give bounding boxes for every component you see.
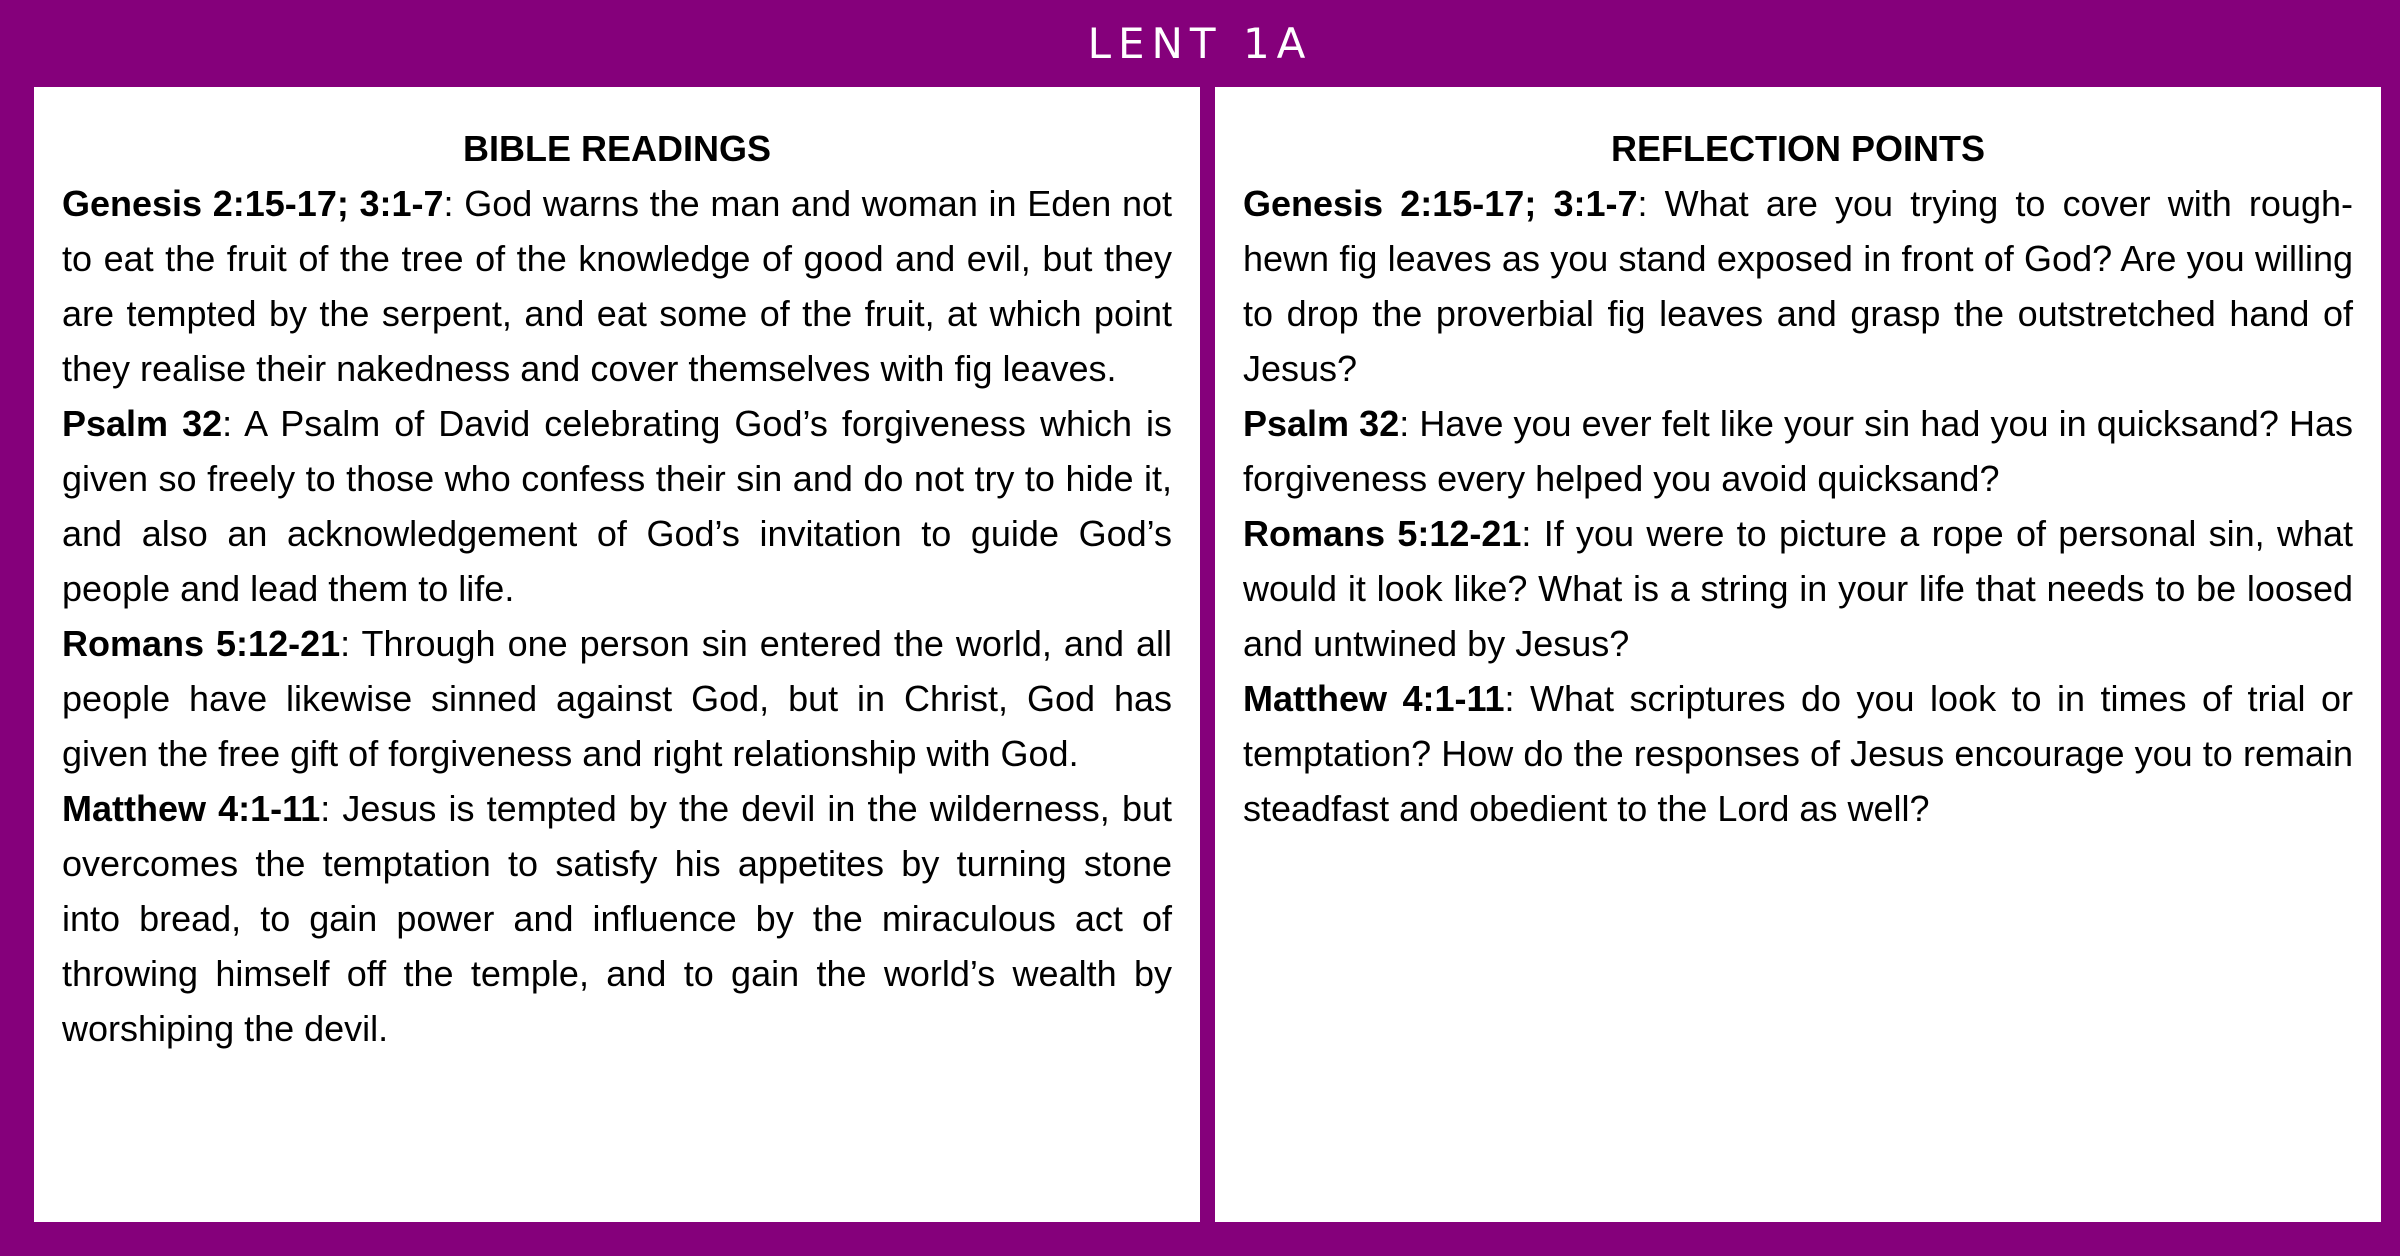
reflection-matthew-ref: Matthew 4:1-11 — [1243, 678, 1505, 719]
reading-romans — [62, 616, 1172, 781]
page-title: LENT 1A — [1087, 19, 1313, 68]
reading-genesis-ref: Genesis 2:15-17; 3:1-7 — [62, 183, 444, 224]
reading-psalm-ref: Psalm 32 — [62, 403, 223, 444]
reading-matthew-ref: Matthew 4:1-11 — [62, 788, 321, 829]
reflection-psalm-ref: Psalm 32 — [1243, 403, 1400, 444]
reflection-genesis-text: : What are you trying to cover with rough-hewn fig leaves as you stand exposed in front of God? Are you willing to drop the proverbial fig leaves and grasp the outstretched hand of Jesus? — [1243, 183, 2353, 389]
reflection-points-panel — [1215, 87, 2381, 1222]
reflection-matthew — [1243, 671, 2353, 836]
reading-romans-text: : Through one person sin entered the world, and all people have likewise sinned against God, but in Christ, God has given the free gift of forgiveness and right relationship with God. — [62, 623, 1172, 774]
reading-genesis-text: : God warns the man and woman in Eden not to eat the fruit of the tree of the knowledge of good and evil, but they are tempted by the serpent, and eat some of the fruit, at which point they realise their nakedness and cover themselves with fig leaves. — [62, 183, 1172, 389]
reflection-romans-text: : If you were to picture a rope of personal sin, what would it look like? What is a string in your life that needs to be loosed and untwined by Jesus? — [1243, 513, 2353, 664]
reflection-psalm — [1243, 396, 2353, 506]
reflection-points-heading: REFLECTION POINTS — [1610, 128, 1985, 169]
bible-readings-panel — [34, 87, 1200, 1222]
reflection-psalm-text: : Have you ever felt like your sin had you in quicksand? Has forgiveness every helped you avoid quicksand? — [1243, 403, 2353, 499]
reflection-genesis — [1243, 176, 2353, 396]
bible-readings-heading: BIBLE READINGS — [462, 128, 772, 169]
reading-matthew-text: : Jesus is tempted by the devil in the wilderness, but overcomes the temptation to satisfy his appetites by turning stone into bread, to gain power and influence by the miraculous act of throwing himself off the temple, and to gain the world’s wealth by worshiping the devil. — [62, 788, 1172, 1049]
reflection-romans-ref: Romans 5:12-21 — [1243, 513, 1522, 554]
reflection-matthew-text: : What scriptures do you look to in times of trial or temptation? How do the responses of Jesus encourage you to remain steadfast and obedient to the Lord as well? — [1243, 678, 2353, 829]
reflection-romans — [1243, 506, 2353, 671]
reflection-genesis-ref: Genesis 2:15-17; 3:1-7 — [1243, 183, 1638, 224]
reading-genesis — [62, 176, 1172, 396]
reading-matthew — [62, 781, 1172, 1056]
reading-psalm-text: : A Psalm of David celebrating God’s forgiveness which is given so freely to those who confess their sin and do not try to hide it, and also an acknowledgement of God’s invitation to guide God’s people and lead them to life. — [62, 403, 1172, 609]
reading-romans-ref: Romans 5:12-21 — [62, 623, 341, 664]
reading-psalm — [62, 396, 1172, 616]
